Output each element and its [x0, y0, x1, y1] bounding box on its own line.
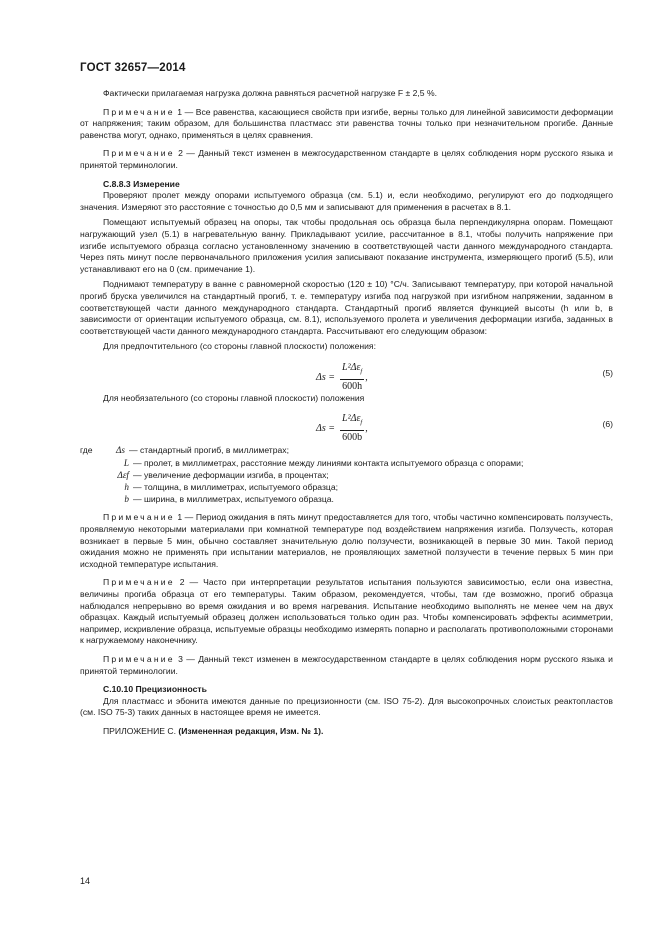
note-1	[80, 107, 613, 142]
note-label: Примечание	[103, 148, 175, 159]
formula-expression	[316, 413, 368, 444]
legend-symbol: b	[124, 494, 129, 505]
legend-text: — увеличение деформации изгиба, в процентах;	[133, 469, 329, 480]
formula-5	[80, 359, 613, 392]
legend-row	[80, 469, 613, 481]
note-text: 1 — Все равенства, касающиеся свойств при изгибе, верны только для линейной зависимости деформации от напряжения; таким образом, для большинства пластмасс эти равенства точны только при незначительном прогибе. Данные равенства могут, однако, применяться в целях сравнения.	[80, 106, 614, 140]
note-5	[80, 654, 613, 677]
appendix-lead: ПРИЛОЖЕНИЕ С.	[103, 725, 176, 736]
paragraph-load: Фактически прилагаемая нагрузка должна равняться расчетной нагрузке F ± 2,5 %.	[103, 88, 438, 98]
formula-tail: ,	[365, 423, 368, 435]
formula-lhs: Δs =	[316, 423, 336, 435]
appendix-note	[80, 726, 613, 738]
formula-fraction	[340, 362, 364, 393]
formula-lhs: Δs =	[316, 371, 336, 383]
formula-number: (6)	[602, 419, 613, 430]
note-text: 1 — Период ожидания в пять минут предоставляется для того, чтобы частично компенсировать ползучесть, проявляемую некоторыми материалами при комнатной температуре под воздействием напряжения изгиба. Ползучесть, которая возникает в первые 5 мин, обычно составляет значительную долю ползучести, возникающей в первые 30 мин. Такой период ожидания можно не применять при испытании материалов, не проявляющих заметной ползучести в течение первых 5 мин при исходной температуре испытания.	[80, 512, 614, 569]
legend-text: — стандартный прогиб, в миллиметрах;	[129, 445, 289, 456]
formula-tail: ,	[365, 371, 368, 383]
legend-symbol: L	[123, 457, 129, 468]
paragraph-optional-position: Для необязательного (со стороны главной плоскости) положения	[103, 392, 365, 403]
note-label: Примечание	[103, 512, 175, 523]
legend-row	[80, 493, 613, 505]
legend-lead: где	[80, 445, 93, 456]
paragraph-span: Проверяют пролет между опорами испытуемого образца (см. 5.1) и, если необходимо, регулируют его до подходящего значения. Измеряют это расстояние с точностью до 0,5 мм и записывают для применения в расчетах в 8.1.	[80, 190, 613, 212]
note-text: 3 — Данный текст изменен в межгосударственном стандарте в целях соблюдения норм русского языка и принятой терминологии.	[80, 654, 613, 676]
note-text: 2 — Данный текст изменен в межгосударственном стандарте в целях соблюдения норм русского языка и принятой терминологии.	[80, 148, 613, 170]
document-header: ГОСТ 32657—2014	[80, 62, 186, 74]
page-content	[80, 88, 613, 738]
legend-row	[80, 457, 613, 469]
legend-symbol: h	[124, 482, 129, 493]
note-4	[80, 577, 613, 647]
note-label: Примечание	[103, 106, 175, 117]
formula-number: (5)	[602, 367, 613, 378]
paragraph-temperature: Поднимают температуру в ванне с равномерной скоростью (120 ± 10) °С/ч. Записывают температуру, при которой начальной прогиб бруска увеличился на стандартный прогиб, т. е. температуру изгиба под нагрузкой при изгибном напряжении, заданном в соответствующей части данного международного стандарта. Стандартный прогиб является функцией высоты (h или b, в зависимости от ориентации испытуемого образца, см. 8.1), используемого пролета и увеличения деформации изгиба, заданных в соответствующей части данного международного стандарта. Рассчитывают его следующим образом:	[80, 279, 613, 336]
formula-denominator: 600h	[342, 380, 363, 392]
paragraph-placement: Помещают испытуемый образец на опоры, так чтобы продольная ось образца была перпендикулярна опорам. Помещают нагружающий узел (5.1) в нагревательную ванну. Прикладывают усилие, рассчитанное в 8.1, чтобы получить напряжение при изгибе испытуемого образца согласно установленному значению в соответствующей части данного международного стандарта. Через пять минут после первоначального приложения усилия записывают показание инструмента, измеряющего прогиб (5.5), или устанавливают его на 0 (см. примечание 1).	[80, 217, 613, 274]
formula-numerator: $L^2\Delta\varepsilon_f$	[340, 362, 364, 380]
section-heading-precision: С.10.10 Прецизионность	[103, 684, 207, 695]
legend-text: — ширина, в миллиметрах, испытуемого образца.	[133, 494, 334, 505]
paragraph-preferred-position: Для предпочтительного (со стороны главной плоскости) положения:	[103, 341, 376, 352]
legend-text: — пролет, в миллиметрах, расстояние между линиями контакта испытуемого образца с опорами;	[133, 457, 524, 468]
legend-row	[80, 481, 613, 493]
formula-expression	[316, 362, 368, 393]
legend-symbol: Δεf	[117, 469, 129, 480]
note-2	[80, 148, 613, 171]
legend-symbol: Δs	[116, 445, 125, 456]
note-3	[80, 512, 613, 570]
appendix-amendment: (Измененная редакция, Изм. № 1).	[178, 725, 324, 736]
formula-6	[80, 410, 613, 444]
formula-fraction	[340, 413, 364, 444]
formula-denominator: 600b	[342, 432, 363, 444]
paragraph-precision: Для пластмасс и эбонита имеются данные по прецизионности (см. ISO 75-2). Для высокопрочных слоистых реактопластов (см. ISO 75-3) таких данных в настоящее время не имеется.	[80, 695, 613, 718]
formula-numerator: $L^2\Delta\varepsilon_f$	[340, 413, 364, 431]
legend-row	[80, 444, 613, 456]
symbol-legend	[80, 444, 613, 505]
section-heading-measurement: С.8.8.3 Измерение	[103, 178, 180, 189]
note-label: Примечание	[103, 654, 175, 665]
page-number: 14	[80, 876, 91, 886]
note-label: Примечание	[103, 577, 175, 588]
legend-text: — толщина, в миллиметрах, испытуемого образца;	[133, 482, 338, 493]
note-text: 2 — Часто при интерпретации результатов испытания пользуются зависимостью, если она известна, величины прогиба образца от его температуры. Таким образом, рекомендуется, чтобы, там где возможно, прогиб образца наблюдался непрерывно во время ожидания и во время нагревания. Испытание необходимо выполнять не менее чем на двух образцах. Каждый испытуемый образец должен использоваться только один раз. Чтобы компенсировать эффекты асимметрии, например, искривление образца, испытуемые образцы необходимо измерять попарно и располагать противоположными сторонами к нагружаемому наконечнику.	[80, 577, 614, 646]
